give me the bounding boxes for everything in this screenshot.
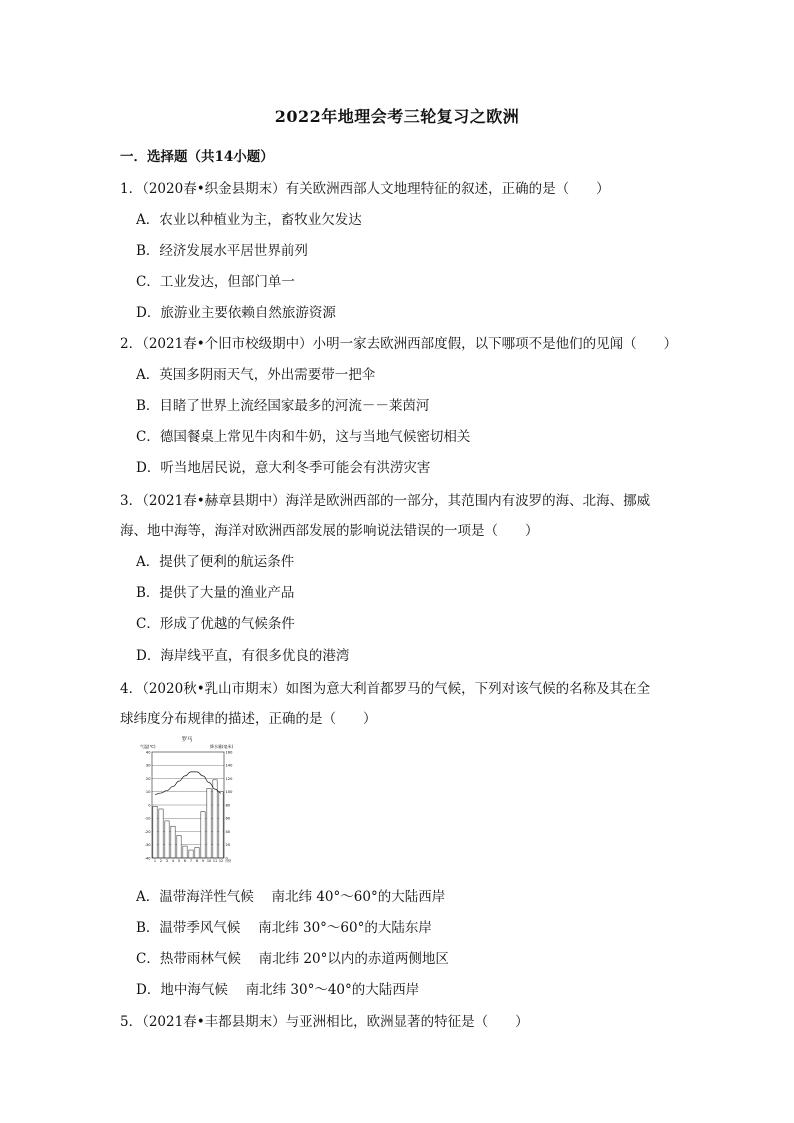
question-2-option-d: D．听当地居民说，意大利冬季可能会有洪涝灾害 [136,460,431,476]
question-3-option-b: B．提供了大量的渔业产品 [136,585,295,601]
chart-left-tick-label: -30 [144,843,151,848]
question-1-stem: 1．（2020春•织金县期末）有关欧洲西部人文地理特征的叙述，正确的是（ ） [120,181,610,197]
chart-right-tick-label: 120 [225,776,233,781]
question-2-option-a: A．英国多阴雨天气，外出需要带一把伞 [136,367,376,383]
chart-precipitation-bar [195,847,199,858]
chart-left-tick-label: 20 [145,776,151,781]
chart-month-label: 12 [218,859,224,864]
chart-precipitation-bar [189,850,193,858]
chart-month-label: 7 [189,859,193,864]
chart-right-tick-label: 20 [225,843,231,848]
chart-precipitation-bar [201,812,205,858]
chart-right-tick-label: 80 [225,803,231,808]
chart-precipitation-bars [153,780,223,858]
question-4-option-a: A．温带海洋性气候 南北纬 40°～60°的大陆西岸 [136,889,446,905]
question-1-option-c: C．工业发达，但部门单一 [136,274,295,290]
chart-precipitation-bar [219,792,223,858]
chart-right-tick-label: 0 [225,856,228,861]
chart-left-tick-label: 0 [148,803,151,808]
chart-left-tick-label: 40 [145,750,151,755]
chart-right-tick-label: 60 [225,816,231,821]
chart-month-label: 6 [183,859,187,864]
chart-precipitation-bar [159,809,163,858]
chart-month-label: 1 [153,859,157,864]
question-3-stem: 3．（2021春•赫章县期中）海洋是欧洲西部的一部分，其范围内有波罗的海、北海、挪威 [120,493,651,509]
question-2-option-b: B．目睹了世界上流经国家最多的河流－－莱茵河 [136,398,430,414]
chart-right-tick-label: 100 [225,790,233,795]
chart-precipitation-bar [153,806,157,858]
chart-left-tick-label: -10 [144,816,151,821]
chart-title: 罗马 [181,737,193,743]
question-2-stem: 2．（2021春•个旧市校级期中）小明一家去欧洲西部度假，以下哪项不是他们的见闻（ ） [120,336,678,352]
chart-right-tick-label: 140 [225,763,233,768]
chart-right-tick-label: 160 [225,750,233,755]
chart-month-label: 3 [165,859,169,864]
chart-left-axis-label: 气温(℃) [140,744,156,749]
chart-precipitation-bar [207,788,211,858]
chart-left-tick-label: -20 [144,829,151,834]
chart-x-axis-label: 月份 [225,859,232,864]
chart-precipitation-bar [177,835,181,858]
question-4-option-d: D．地中海气候 南北纬 30°～40°的大陆西岸 [136,982,420,998]
question-4-option-b: B．温带季风气候 南北纬 30°～60°的大陆东岸 [136,920,432,936]
question-5-stem: 5．（2021春•丰都县期末）与亚洲相比，欧洲显著的特征是（ ） [120,1014,529,1030]
chart-left-tick-label: 30 [145,763,151,768]
chart-month-label: 4 [171,859,175,864]
chart-left-tick-label: -40 [144,856,151,861]
chart-month-label: 2 [159,859,163,864]
chart-month-label: 10 [206,859,212,864]
chart-precipitation-bar [183,846,187,858]
page-title: 2022年地理会考三轮复习之欧洲 [274,107,520,126]
question-3-option-d: D．海岸线平直，有很多优良的港湾 [136,648,350,664]
chart-left-tick-label: 10 [145,790,151,795]
question-1-option-d: D．旅游业主要依赖自然旅游资源 [136,305,336,321]
question-4-stem: 4．（2020秋•乳山市期末）如图为意大利首都罗马的气候，下列对该气候的名称及其在全 [120,681,651,697]
question-3-stem-continued: 海、地中海等，海洋对欧洲西部发展的影响说法错误的一项是（ ） [120,523,539,539]
chart-precipitation-bar [171,826,175,858]
rome-climate-chart [138,733,238,868]
question-3-option-c: C．形成了优越的气候条件 [136,616,295,632]
question-4-stem-continued: 球纬度分布规律的描述，正确的是（ ） [120,711,377,727]
chart-precipitation-bar [165,821,169,858]
section-heading: 一．选择题（共14小题） [120,149,274,165]
question-3-option-a: A．提供了便利的航运条件 [136,554,295,570]
chart-month-label: 9 [201,859,205,864]
chart-month-label: 5 [177,859,181,864]
chart-precipitation-bar [213,780,217,858]
question-4-option-c: C．热带雨林气候 南北纬 20°以内的赤道两侧地区 [136,951,449,967]
chart-month-label: 11 [212,859,218,864]
question-2-option-c: C．德国餐桌上常见牛肉和牛奶，这与当地气候密切相关 [136,429,471,445]
chart-right-tick-label: 40 [225,829,231,834]
chart-month-label: 8 [195,859,199,864]
question-1-option-a: A．农业以种植业为主，畜牧业欠发达 [136,212,362,228]
question-1-option-b: B．经济发展水平居世界前列 [136,243,308,259]
chart-right-axis-label: 降水量(毫米) [210,744,234,749]
